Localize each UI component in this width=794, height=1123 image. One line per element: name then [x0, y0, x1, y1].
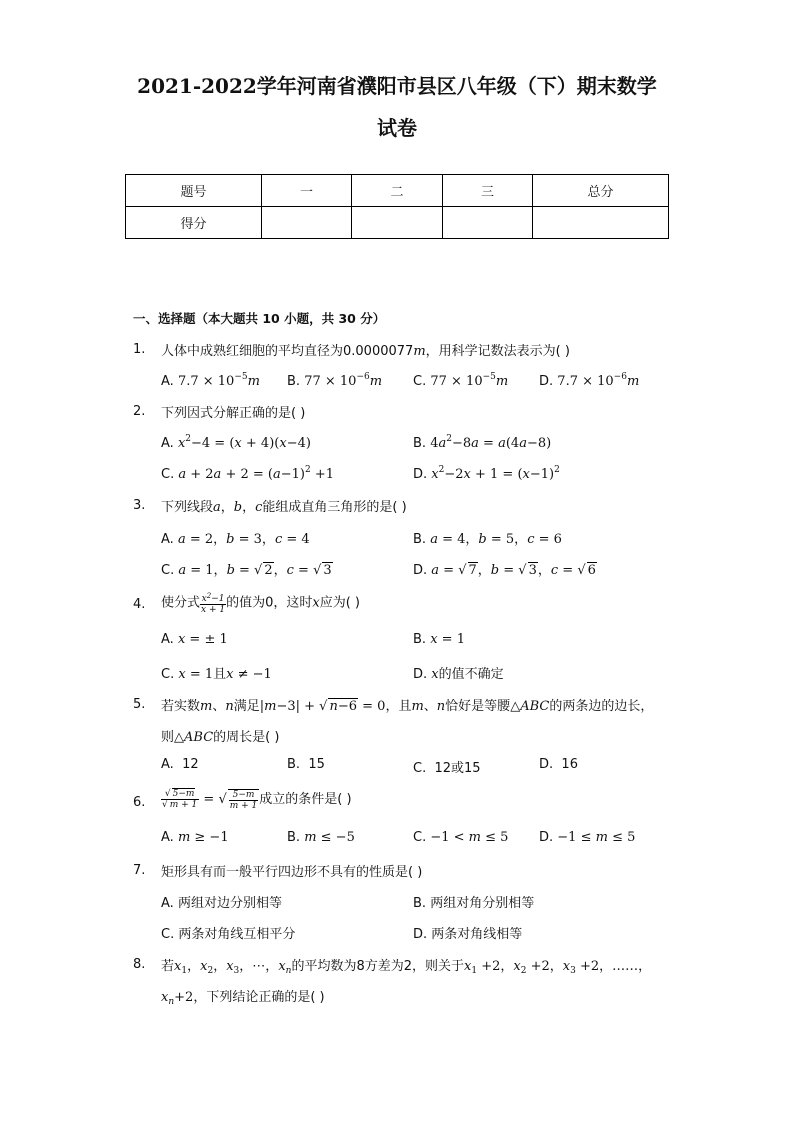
fraction: $\frac{5-m}{m + 1}$ — [229, 789, 258, 811]
question-stem-line2: $x_n+2$，下列结论正确的是( ) — [161, 990, 325, 1007]
table-cell: 三 — [443, 175, 533, 207]
option-c: C. 12或15 — [413, 761, 481, 776]
question-stem: 下列因式分解正确的是( ) — [161, 406, 306, 421]
option-c: C. $a + 2a + 2 = (a-1)^2 +1$ — [161, 465, 335, 482]
question-number: 1. — [133, 342, 146, 357]
score-table-header-row — [126, 175, 669, 207]
question-stem: 若$x_1$，$x_2$，$x_3$，⋯，$x_n$的平均数为8方差为2，则关于$x_1 +2$，$x_2 +2$，$x_3 +2$，……， — [161, 959, 652, 976]
question-number: 3. — [133, 498, 146, 513]
question-stem-line2: 则△ABC的周长是( ) — [161, 730, 280, 745]
option-d: D. $7.7 \times 10^{-6}m$ — [539, 372, 640, 389]
question-stem: 使分式 $\frac{x^2-1}{x + 1}$ 的值为0，这时x应为( ) — [161, 592, 360, 615]
question-stem: 人体中成熟红细胞的平均直径为0.0000077m，用科学记数法表示为( ) — [161, 344, 570, 359]
option-d: D. 两条对角线相等 — [413, 927, 523, 942]
question-number: 4. — [133, 597, 146, 612]
question-stem: 若实数m、n满足|m−3| + √ n−6 = 0，且m、n恰好是等腰△ABC的两条边的边长， — [161, 699, 654, 714]
question-stem: $\frac{√ 5-m}{√ m + 1}$ = √ $\frac{5-m}{m + 1}$ 成立的条件是( ) — [162, 789, 352, 811]
option-a: A. x = ± 1 — [161, 632, 228, 647]
score-table-score-row — [126, 207, 669, 239]
option-a: A. 两组对边分别相等 — [161, 896, 282, 911]
question-number: 5. — [133, 697, 146, 712]
option-b: B. 两组对角分别相等 — [413, 896, 535, 911]
table-cell — [352, 207, 443, 239]
option-b: B. a = 4，b = 5，c = 6 — [413, 532, 562, 547]
question-stem: 矩形具有而一般平行四边形不具有的性质是( ) — [161, 865, 423, 880]
option-d: D. 16 — [539, 757, 578, 772]
fraction: $\frac{√ 5-m}{√ m + 1}$ — [162, 789, 198, 810]
option-c: C. −1 < m ≤ 5 — [413, 830, 509, 845]
option-c: C. $77 \times 10^{-5}m$ — [413, 372, 509, 389]
table-cell: 一 — [262, 175, 352, 207]
score-table — [125, 174, 669, 239]
question-number: 2. — [133, 404, 146, 419]
option-b: B. $4a^2-8a = a(4a-8)$ — [413, 434, 552, 451]
option-b: B. 15 — [287, 757, 325, 772]
option-a: A. $x^2-4 = (x + 4)(x-4)$ — [161, 434, 311, 451]
option-a: A. $7.7 \times 10^{-5}m$ — [161, 372, 260, 389]
section-heading: 一、选择题（本大题共 10 小题，共 30 分） — [133, 311, 386, 326]
table-cell — [443, 207, 533, 239]
fraction: $\frac{x^2-1}{x + 1}$ — [201, 592, 226, 615]
question-number: 6. — [133, 795, 146, 810]
question-stem: 下列线段a，b，c能组成直角三角形的是( ) — [161, 500, 407, 515]
option-c: C. a = 1，b = √ 2，c = √ 3 — [161, 563, 332, 578]
table-cell: 总分 — [533, 175, 669, 207]
option-c: C. x = 1且x ≠ −1 — [161, 667, 272, 682]
option-d: D. x的值不确定 — [413, 667, 504, 682]
stem-text: 人体中成熟红细胞的平均直径为0.0000077 — [161, 344, 414, 359]
option-b: B. $77 \times 10^{-6}m$ — [287, 372, 383, 389]
option-b: B. m ≤ −5 — [287, 830, 355, 845]
option-d: D. a = √ 7，b = √ 3，c = √ 6 — [413, 563, 596, 578]
exam-title-line1: 2021-2022学年河南省濮阳市县区八年级（下）期末数学 — [137, 74, 657, 98]
question-number: 7. — [133, 863, 146, 878]
option-a: A. m ≥ −1 — [161, 830, 229, 845]
table-cell — [533, 207, 669, 239]
stem-text: ，用科学记数法表示为( ) — [425, 344, 570, 359]
option-c: C. 两条对角线互相平分 — [161, 927, 296, 942]
option-b: B. x = 1 — [413, 632, 465, 647]
table-cell: 题号 — [126, 175, 262, 207]
option-a: A. a = 2，b = 3，c = 4 — [161, 532, 310, 547]
option-d: D. $x^2-2x + 1 = (x-1)^2$ — [413, 465, 560, 482]
table-cell — [262, 207, 352, 239]
option-a: A. 12 — [161, 757, 199, 772]
question-number: 8. — [133, 957, 146, 972]
option-d: D. −1 ≤ m ≤ 5 — [539, 830, 636, 845]
table-cell: 二 — [352, 175, 443, 207]
exam-title-line2: 试卷 — [377, 116, 417, 140]
table-cell: 得分 — [126, 207, 262, 239]
